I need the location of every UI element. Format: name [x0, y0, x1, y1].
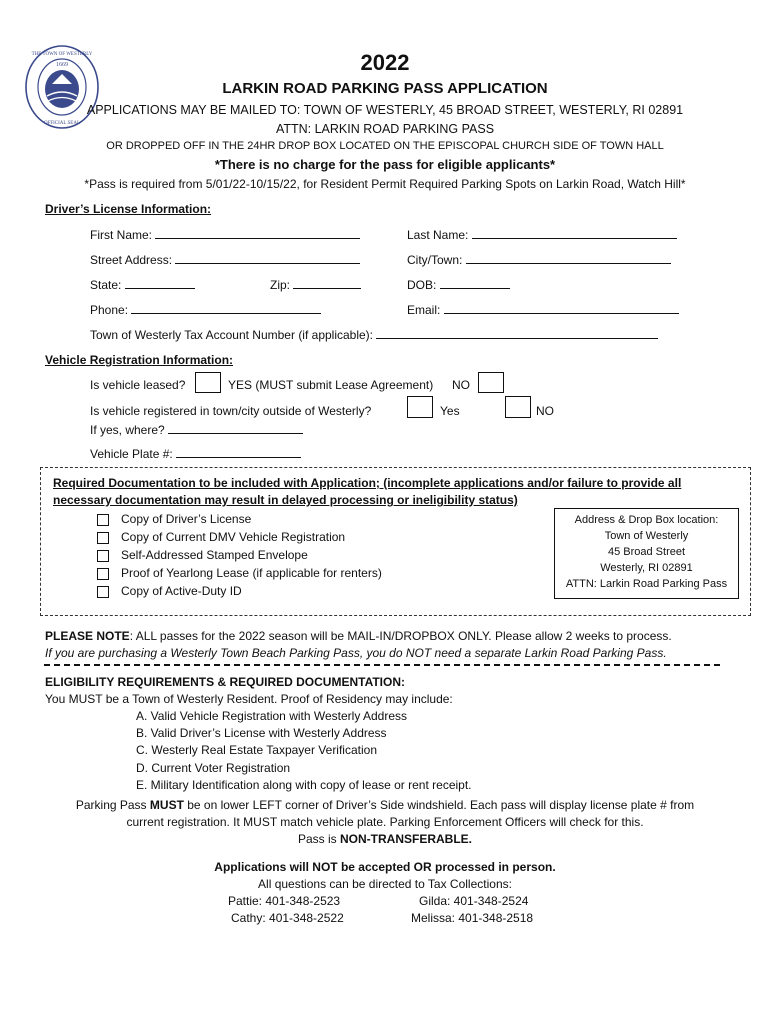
street-address-label: Street Address: — [90, 253, 173, 267]
tax-account-label: Town of Westerly Tax Account Number (if applicable): — [90, 328, 374, 342]
doc-item-lease: Proof of Yearlong Lease (if applicable for renters) — [121, 566, 382, 580]
phone-label: Phone: — [90, 303, 129, 317]
leased-no-label: NO — [452, 378, 470, 392]
plate-field[interactable] — [90, 447, 301, 461]
pass-line1-text: Parking Pass — [75, 798, 150, 812]
doc-item-license: Copy of Driver’s License — [121, 512, 252, 526]
leased-question: Is vehicle leased? — [90, 378, 186, 392]
leased-yes-label: YES (MUST submit Lease Agreement) — [228, 378, 434, 392]
registered-yes-label: Yes — [440, 404, 460, 418]
eligibility-item: D. Current Voter Registration — [136, 761, 291, 775]
contact-gilda: Gilda: 401-348-2524 — [419, 894, 529, 908]
last-name-label: Last Name: — [407, 228, 469, 242]
plate-line[interactable] — [176, 447, 301, 458]
dob-line[interactable] — [440, 278, 510, 289]
doc-checkbox-license[interactable] — [97, 514, 109, 526]
eligibility-item: E. Military Identification along with copy of lease or rent receipt. — [136, 778, 472, 792]
registered-question: Is vehicle registered in town/city outside of Westerly? — [90, 404, 372, 418]
doc-checkbox-registration[interactable] — [97, 532, 109, 544]
where-line[interactable] — [168, 423, 303, 434]
contact-pattie: Pattie: 401-348-2523 — [228, 894, 341, 908]
email-label: Email: — [407, 303, 441, 317]
address-line: Address & Drop Box location: — [574, 514, 719, 526]
driver-section-heading: Driver’s License Information: — [45, 202, 212, 216]
address-line: Town of Westerly — [604, 530, 689, 542]
registered-no-label: NO — [536, 404, 554, 418]
please-note-text: : ALL passes for the 2022 season will be MAIL-IN/DROPBOX ONLY. Please allow 2 weeks to process. — [129, 629, 672, 643]
form-title: LARKIN ROAD PARKING PASS APPLICATION — [222, 80, 548, 97]
first-name-field[interactable] — [90, 228, 360, 242]
city-line[interactable] — [466, 253, 671, 264]
please-note — [45, 629, 672, 643]
address-line: ATTN: Larkin Road Parking Pass — [565, 578, 728, 590]
address-box — [554, 508, 739, 599]
street-address-field[interactable] — [90, 253, 360, 267]
contact-cathy: Cathy: 401-348-2522 — [231, 911, 344, 925]
svg-text:THE TOWN OF WESTERLY: THE TOWN OF WESTERLY — [31, 52, 93, 57]
where-label: If yes, where? — [90, 423, 165, 437]
eligibility-item: B. Valid Driver’s License with Westerly Address — [136, 726, 387, 740]
pass-transfer-line — [0, 832, 770, 846]
email-field[interactable] — [407, 303, 679, 317]
leased-yes-box[interactable] — [195, 372, 221, 393]
doc-checkbox-active-duty[interactable] — [97, 586, 109, 598]
no-charge-note: *There is no charge for the pass for eligible applicants* — [214, 157, 556, 172]
pass-placement-line2: current registration. It MUST match vehicle plate. Parking Enforcement Officers will check for this. — [126, 815, 644, 829]
doc-item-envelope: Self-Addressed Stamped Envelope — [121, 548, 308, 562]
zip-field[interactable] — [270, 278, 361, 292]
first-name-label: First Name: — [90, 228, 153, 242]
zip-line[interactable] — [293, 278, 361, 289]
doc-item-active-duty: Copy of Active-Duty ID — [121, 584, 242, 598]
eligibility-heading: ELIGIBILITY REQUIREMENTS & REQUIRED DOCUMENTATION: — [45, 675, 406, 689]
pass-line1-rest: be on lower LEFT corner of Driver’s Side windshield. Each pass will display license plate # from — [183, 798, 695, 812]
where-field[interactable] — [90, 423, 303, 437]
vehicle-section-heading: Vehicle Registration Information: — [45, 353, 234, 367]
leased-no-box[interactable] — [478, 372, 504, 393]
state-label: State: — [90, 278, 122, 292]
state-field[interactable] — [90, 278, 195, 292]
phone-field[interactable] — [90, 303, 321, 317]
plate-label: Vehicle Plate #: — [90, 447, 173, 461]
phone-line[interactable] — [131, 303, 321, 314]
beach-pass-note: If you are purchasing a Westerly Town Beach Parking Pass, you do NOT need a separate Larkin Road Parking Pass. — [45, 646, 667, 660]
dropbox-instructions: OR DROPPED OFF IN THE 24HR DROP BOX LOCATED ON THE EPISCOPAL CHURCH SIDE OF TOWN HALL — [106, 140, 664, 152]
tax-account-field[interactable] — [90, 328, 658, 342]
mail-instructions: APPLICATIONS MAY BE MAILED TO: TOWN OF WESTERLY, 45 BROAD STREET, WESTERLY, RI 02891 — [86, 103, 684, 117]
attn-line: ATTN: LARKIN ROAD PARKING PASS — [275, 122, 495, 136]
eligibility-item: C. Westerly Real Estate Taxpayer Verification — [136, 743, 377, 757]
docs-heading-line2: necessary documentation may result in delayed processing or ineligibility status) — [53, 493, 518, 507]
address-line: Westerly, RI 02891 — [600, 562, 693, 574]
doc-checkbox-envelope[interactable] — [97, 550, 109, 562]
contact-melissa: Melissa: 401-348-2518 — [411, 911, 534, 925]
pass-placement-line1 — [0, 798, 770, 812]
doc-checkbox-lease[interactable] — [97, 568, 109, 580]
pass-line1-must: MUST — [149, 798, 184, 812]
zip-label: Zip: — [270, 278, 291, 292]
required-period-note: *Pass is required from 5/01/22-10/15/22, for Resident Permit Required Parking Spots on Larkin Road, Watch Hill* — [84, 177, 686, 191]
questions-line: All questions can be directed to Tax Collections: — [258, 877, 512, 891]
dashed-divider — [44, 664, 720, 666]
pass-line3-text: Pass is — [297, 832, 340, 846]
doc-item-registration: Copy of Current DMV Vehicle Registration — [121, 530, 346, 544]
not-in-person-note: Applications will NOT be accepted OR processed in person. — [214, 860, 556, 874]
email-line[interactable] — [444, 303, 679, 314]
city-label: City/Town: — [407, 253, 463, 267]
city-field[interactable] — [407, 253, 671, 267]
svg-text:1669: 1669 — [56, 62, 68, 68]
form-year: 2022 — [360, 50, 410, 75]
svg-text:OFFICIAL SEAL: OFFICIAL SEAL — [43, 121, 81, 126]
eligibility-item: A. Valid Vehicle Registration with Westerly Address — [136, 709, 408, 723]
first-name-line[interactable] — [155, 228, 360, 239]
dob-label: DOB: — [407, 278, 437, 292]
tax-account-line[interactable] — [376, 328, 658, 339]
address-line: 45 Broad Street — [607, 546, 686, 558]
last-name-field[interactable] — [407, 228, 677, 242]
docs-heading-line1: Required Documentation to be included with Application; (incomplete applications and/or failure to provide all — [53, 476, 682, 490]
eligibility-intro: You MUST be a Town of Westerly Resident. Proof of Residency may include: — [45, 692, 453, 706]
registered-no-box[interactable] — [505, 396, 531, 418]
street-address-line[interactable] — [175, 253, 360, 264]
dob-field[interactable] — [407, 278, 510, 292]
registered-yes-box[interactable] — [407, 396, 433, 418]
last-name-line[interactable] — [472, 228, 677, 239]
state-line[interactable] — [125, 278, 195, 289]
non-transferable-text: NON-TRANSFERABLE. — [340, 832, 472, 846]
please-note-label: PLEASE NOTE — [45, 629, 130, 643]
